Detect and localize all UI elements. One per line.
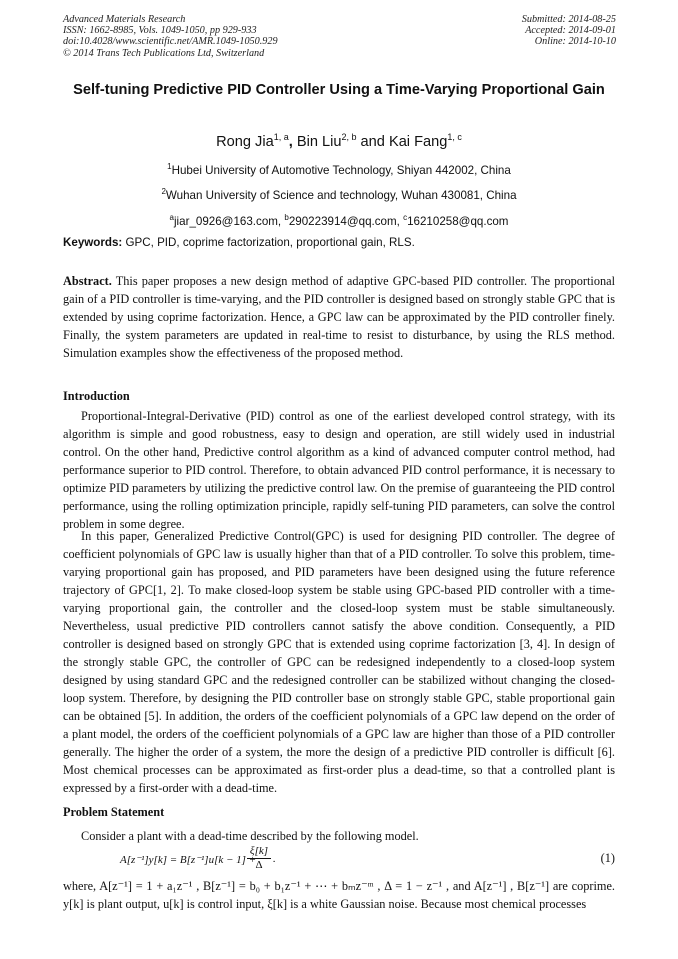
journal-name: Advanced Materials Research bbox=[63, 14, 186, 25]
abstract-label: Abstract. bbox=[63, 274, 112, 288]
affiliation-2 bbox=[63, 181, 615, 206]
abstract-text: This paper proposes a new design method of adaptive GPC-based PID controller. The proportional gain of a PID controller is time-varying, and the PID controller is designed based on strongly stable GPC that is extended by using coprime factorization. Hence, a GPC law can be approximated by the PID controller finely. Finally, the system parameters are updated in real-time to resist to disturbance, by using the RLS method. Simulation examples show the effectiveness of the proposed method. bbox=[63, 274, 615, 360]
section-heading-introduction: Introduction bbox=[63, 389, 130, 403]
paper-title: Self-tuning Predictive PID Controller Using a Time-Varying Proportional Gain bbox=[73, 82, 605, 98]
keywords-label: Keywords: bbox=[63, 236, 123, 249]
equation-period: . bbox=[273, 853, 276, 865]
equation-lhs: A[z⁻¹]y[k] = B[z⁻¹]u[k − 1] + bbox=[120, 854, 257, 866]
problem-paragraph-1: Consider a plant with a dead-time described by the following model. bbox=[81, 829, 419, 843]
equation-fraction bbox=[247, 845, 271, 871]
email-superscript: b bbox=[284, 212, 289, 222]
keywords-line bbox=[63, 236, 615, 249]
affiliation-superscript: 2 bbox=[161, 187, 166, 197]
equation-definitions: where, A[z⁻¹] = 1 + a₁z⁻¹ , B[z⁻¹] = b₀ + b₁z⁻¹ + ⋯ + bₘz⁻ᵐ , Δ = 1 − z⁻¹ , and A[z⁻¹] , B[z⁻¹] are coprime. y[k] is plant output, u[k] is control input, ξ[k] is a white Gaussian noise. Because most chemical processes bbox=[63, 879, 615, 911]
fraction-numerator: ξ[k] bbox=[247, 845, 271, 859]
email-superscript: a bbox=[169, 212, 174, 222]
email-address[interactable]: 290223914@qq.com, bbox=[288, 214, 404, 228]
email-address[interactable]: 16210258@qq.com bbox=[407, 214, 509, 228]
equation-1 bbox=[120, 846, 615, 876]
author-superscript: 1, c bbox=[447, 132, 462, 142]
intro-paragraph-1: Proportional-Integral-Derivative (PID) control as one of the earliest developed control strategy, with its algorithm is simple and good robustness, easy to design and operation, are still widely used in industrial control. On the other hand, Predictive control algorithm as a kind of advanced computer control method, had performance superior to PID control. Therefore, to obtain advanced PID control performance, it is necessary to optimize PID parameters by utilizing the predictive control law. On the premise of guaranteeing the PID control performance, using the rolling optimization principle, rapidly self-tuning PID parameters, can solve the control problem in some degree. bbox=[63, 409, 615, 531]
section-heading-problem-statement: Problem Statement bbox=[63, 805, 165, 819]
fraction-denominator: Δ bbox=[255, 859, 263, 871]
email-address[interactable]: jiar_0926@163.com, bbox=[173, 214, 285, 228]
intro-paragraph-2: In this paper, Generalized Predictive Control(GPC) is used for designing PID controller. The degree of coefficient polynomials of GPC law is usually higher than that of a PID controller. To solve this problem, time-varying proportional gain has proposed, and PID parameters have been designed using the future reference trajectory of GPC[1, 2]. To make closed-loop system be stable using GPC-based PID controller with a time-varying proportional gain, the controller and the closed-loop system must be stable simultaneously. Nevertheless, usual predictive PID controllers cannot satisfy the above condition. Consequently, a PID controller is designed based on strongly GPC that is extended using coprime factorization [3, 4]. In design of the strongly stable GPC, the controller of GPC can be redesigned independently to a closed-loop system designed by using standard GPC and the redesigned controller can be stabilized without changing the closed-loop system. Therefore, by designing the PID controller base on strongly stable GPC, stable proportional gain can be obtained [5]. In addition, the orders of the coefficient polynomials of a GPC law depend on the order of a plant model, the orders of the coefficient polynomials of a GPC law are higher than those of a PID controller generally. The higher the order of a system, the more the design of a predictive PID controller is difficult [6]. Most chemical processes can be approximated as first-order plus a dead-time, so that a controlled plant is expressed by a first-order with a dead-time. bbox=[63, 529, 615, 795]
author-name: Kai Fang bbox=[384, 133, 448, 150]
journal-header-left bbox=[63, 14, 278, 59]
submitted-date: Submitted: 2014-08-25 bbox=[521, 14, 616, 25]
author-name: Rong Jia bbox=[216, 133, 274, 150]
author-name: Bin Liu bbox=[292, 133, 342, 150]
email-superscript: c bbox=[403, 212, 408, 222]
affiliation-text: Wuhan University of Science and technology, Wuhan 430081, China bbox=[165, 189, 517, 203]
issn-line: ISSN: 1662-8985, Vols. 1049-1050, pp 929-933 bbox=[63, 25, 257, 37]
email-line bbox=[63, 207, 615, 232]
author-superscript: 1, a bbox=[273, 132, 289, 142]
copyright-line: © 2014 Trans Tech Publications Ltd, Switzerland bbox=[63, 47, 265, 59]
accepted-date: Accepted: 2014-09-01 bbox=[525, 25, 616, 37]
author-superscript: 2, b bbox=[341, 132, 357, 142]
author-separator: , bbox=[288, 133, 293, 150]
affiliation-1 bbox=[63, 156, 615, 181]
keywords-text: GPC, PID, coprime factorization, proportional gain, RLS. bbox=[122, 236, 415, 249]
doi-line[interactable]: doi:10.4028/www.scientific.net/AMR.1049-1050.929 bbox=[63, 36, 278, 48]
affiliation-text: Hubei University of Automotive Technology, Shiyan 442002, China bbox=[171, 163, 511, 177]
online-date: Online: 2014-10-10 bbox=[534, 36, 616, 48]
author-line bbox=[63, 132, 615, 150]
journal-header-right bbox=[522, 14, 616, 48]
author-separator: and bbox=[356, 133, 385, 150]
affiliation-superscript: 1 bbox=[167, 162, 172, 171]
abstract bbox=[63, 272, 615, 362]
affiliations bbox=[63, 156, 615, 232]
equation-number: (1) bbox=[600, 851, 615, 865]
